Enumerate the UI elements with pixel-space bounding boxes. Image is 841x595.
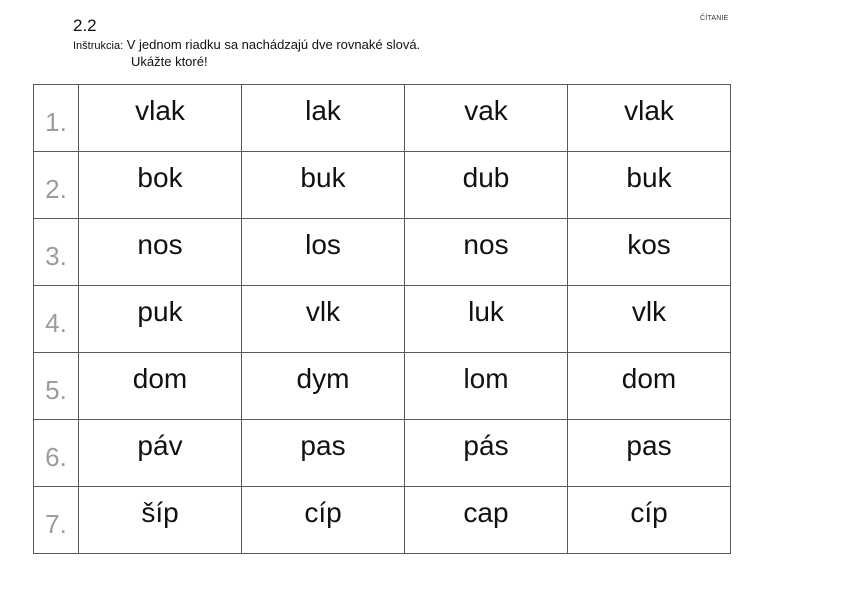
word-cell[interactable]: dym bbox=[242, 353, 405, 420]
row-number: 3. bbox=[34, 219, 79, 286]
word-cell[interactable]: buk bbox=[242, 152, 405, 219]
word-cell[interactable]: luk bbox=[405, 286, 568, 353]
word-cell[interactable]: pas bbox=[242, 420, 405, 487]
word-cell[interactable]: šíp bbox=[79, 487, 242, 554]
word-cell[interactable]: vlak bbox=[568, 85, 731, 152]
instruction-label: Inštrukcia: bbox=[73, 40, 124, 52]
word-cell[interactable]: nos bbox=[79, 219, 242, 286]
word-cell[interactable]: puk bbox=[79, 286, 242, 353]
word-cell[interactable]: kos bbox=[568, 219, 731, 286]
row-number: 6. bbox=[34, 420, 79, 487]
table-row bbox=[34, 353, 731, 420]
word-cell[interactable]: dom bbox=[568, 353, 731, 420]
word-cell[interactable]: pás bbox=[405, 420, 568, 487]
word-cell[interactable]: vlak bbox=[79, 85, 242, 152]
table-row bbox=[34, 420, 731, 487]
word-cell[interactable]: los bbox=[242, 219, 405, 286]
word-cell[interactable]: buk bbox=[568, 152, 731, 219]
table-row bbox=[34, 152, 731, 219]
word-cell[interactable]: cíp bbox=[568, 487, 731, 554]
word-cell[interactable]: cíp bbox=[242, 487, 405, 554]
word-cell[interactable]: vlk bbox=[242, 286, 405, 353]
word-cell[interactable]: cap bbox=[405, 487, 568, 554]
word-cell[interactable]: lak bbox=[242, 85, 405, 152]
word-cell[interactable]: dub bbox=[405, 152, 568, 219]
word-cell[interactable]: bok bbox=[79, 152, 242, 219]
row-number: 5. bbox=[34, 353, 79, 420]
section-number: 2.2 bbox=[73, 16, 97, 35]
table-row bbox=[34, 219, 731, 286]
word-cell[interactable]: vak bbox=[405, 85, 568, 152]
word-cell[interactable]: pas bbox=[568, 420, 731, 487]
row-number: 7. bbox=[34, 487, 79, 554]
row-number: 4. bbox=[34, 286, 79, 353]
word-cell[interactable]: dom bbox=[79, 353, 242, 420]
instruction-text: V jednom riadku sa nachádzajú dve rovnaké slová. bbox=[126, 37, 421, 52]
row-number: 2. bbox=[34, 152, 79, 219]
word-table bbox=[33, 84, 731, 554]
table-row bbox=[34, 85, 731, 152]
table-row bbox=[34, 487, 731, 554]
section-tag: ČÍTANIE bbox=[700, 15, 729, 22]
word-cell[interactable]: vlk bbox=[568, 286, 731, 353]
word-cell[interactable]: páv bbox=[79, 420, 242, 487]
table-row bbox=[34, 286, 731, 353]
word-cell[interactable]: nos bbox=[405, 219, 568, 286]
word-cell[interactable]: lom bbox=[405, 353, 568, 420]
row-number: 1. bbox=[34, 85, 79, 152]
instruction bbox=[73, 37, 420, 70]
instruction-text-continued: Ukážte ktoré! bbox=[131, 54, 208, 69]
